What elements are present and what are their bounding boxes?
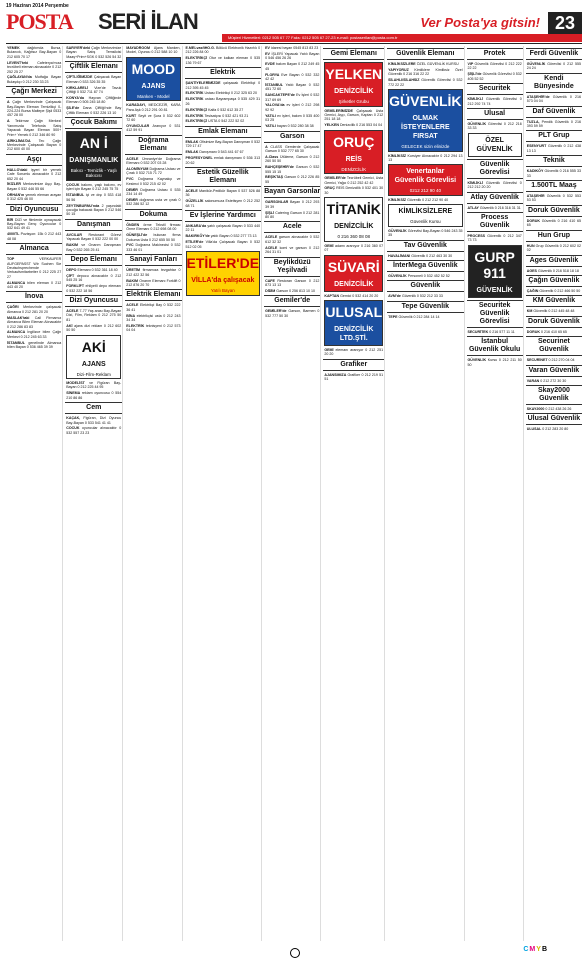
classified-ad: MODELİST ve Figüran Bay-Bayan 0 212 225 44 95	[66, 381, 122, 390]
classified-ad: BAKIRKÖY'de yatılı Bayan 0 532 277 73 13	[185, 234, 257, 239]
category-heading: Daf Güvenlik	[526, 106, 582, 118]
category-heading: 1.500TL Maaş	[526, 180, 582, 192]
classified-ad: KİMLİKLİ Güvenlik Görevlisi 0 212 212 20 20	[467, 180, 522, 190]
issue-date: 19 Haziran 2014 Perşembe	[6, 3, 69, 9]
classified-ad: ATAŞEHİR'de Güvenlik 0 216 573 04 04	[526, 94, 582, 104]
classified-ad: ACELE komi ve garson 0 212 264 31 01	[265, 245, 320, 255]
category-heading: İnova	[6, 291, 62, 303]
classified-ad: ÇOCUK bakımı, yaşlı bakımı, ev işleri için Bayan 0 212 245 75 75	[66, 182, 122, 192]
category-heading: Güvenlik Elemanı	[387, 48, 463, 60]
classified-ad: YELKEN Denizcilik 0 216 553 04 04	[324, 123, 383, 128]
classified-ad: BEŞİKTAŞ Garson 0 212 226 85 55	[265, 175, 320, 184]
display-ad-big: ORUÇ	[333, 133, 375, 150]
display-ad-sm: GELECEK sizin elinizde	[401, 144, 450, 150]
display-ad-sm: Güvenlik Kursu	[410, 219, 441, 225]
classified-ad: SİLAHLI/SİLAHSIZ Güvenlik Görevlisi 0 532 772 22 22	[388, 78, 463, 87]
classified-ad: MAYADROOM Ajans Manken, Model, Oyuncu 0 212 588 10 10	[126, 46, 181, 55]
classified-ad: DORUK 0 216 410 65 65	[526, 329, 567, 334]
category-heading: Gemiler'de	[264, 295, 320, 307]
posta-logo: POSTA	[6, 9, 73, 34]
category-heading: Tepe Güvenlik	[387, 301, 463, 313]
classified-ad: YATILI ev işleri, bakım 0 535 400 03 25	[265, 113, 320, 123]
display-ad	[388, 164, 462, 196]
classified-ad: ULUSAL 0 212 283 20 80	[526, 427, 569, 432]
display-ad	[66, 131, 121, 181]
classified-ad: CAFE Restoran Garson 0 212 873 13 13	[265, 278, 320, 287]
classified-ad: EV İŞLERİ Yapacak Yatılı Bayan 0 546 456 26 26	[265, 51, 320, 61]
classified-ad: EMLAK Ofisimize Bay-Bayan Danışman 0 532 729 17 47	[185, 139, 261, 149]
classified-ad: KADIKÖY Güvenlik 0 216 555 33 33	[526, 169, 582, 178]
display-ad	[186, 251, 261, 296]
classified-ad: ACELE Ümraniye'de Doğrama Elemanı 0 532 207 03 28	[126, 156, 181, 166]
classified-ad: GEMİLER'de Garson, Barmen 0 532 777 50 30	[265, 309, 320, 318]
classified-ad: FLORYA Eve Bayan 0 532 332 42 42	[265, 72, 320, 81]
category-heading: Bayan Garsonlar	[264, 186, 320, 198]
cmyk-y: Y	[536, 946, 541, 953]
display-ad-sm: Şirketler Grubu	[338, 99, 369, 104]
classified-ad: ACELE Manikür-Pedikür Bayan 0 537 526 88 36	[185, 188, 261, 198]
classified-ad: KİMLİKSİZ Güvenlik 0 212 212 90 40	[388, 197, 449, 202]
category-heading: Grafiker	[323, 359, 384, 371]
display-ad-mid: Venertanlar Güvenlik Görevlisi	[394, 168, 457, 185]
masthead	[6, 9, 582, 34]
classified-ad: SARIYER'deki Çağrı Merkezimize Bayan Satış Temsilcisi Maaş+Prim+SGK 0 532 526 54 32	[66, 46, 122, 59]
display-ad-mid: DENİZCİLİK	[334, 88, 374, 95]
classified-ad: ELEKTRİKÇİ Otur ve kalkan eleman 0 535 136 79 67	[185, 56, 261, 65]
header-rule	[6, 43, 582, 44]
display-ad	[324, 255, 383, 292]
category-heading: Securinet Güvenlik	[526, 336, 582, 356]
classified-ad: 4000TL Pozisyon: 15k 0 212 443 48 08	[7, 232, 62, 241]
display-ad-mid: DANIŞMANLIK	[69, 156, 119, 164]
display-ad	[324, 197, 383, 242]
category-heading: Ulusal Güvenlik	[526, 413, 582, 425]
classified-ad: TOP VERKAUFER AUFGEPASST Wir Suchen Sie Deutschsprechende Verkaufsmitarbeiter 0 212 225 27 27	[7, 257, 62, 279]
classified-ad: SKAY2000 0 212 438 26 26	[526, 406, 572, 411]
ad-column	[65, 46, 123, 941]
display-ad-big: TİTANİK	[326, 201, 381, 218]
category-heading: Ferdi Güvenlik	[526, 48, 582, 60]
display-ad-sm: Manken - Model	[137, 93, 170, 99]
classified-ad: ETİLER'de Villa'da Çalışacak Bayan 0 532 512 02 05	[185, 240, 261, 249]
category-heading: Tav Güvenlik	[387, 240, 463, 252]
classified-ad: ATAŞEHİR Güvenlik 0 532 553 53 53	[526, 194, 582, 203]
category-heading: Çağrı Merkezi	[6, 86, 62, 98]
classified-ad: A.Class Ütüleme, Garson 0 212 260 50 50	[265, 154, 320, 164]
classified-ad: DORUK Güvenlik 0 216 410 65 65	[526, 218, 582, 228]
category-heading: Doğrama Elemanı	[125, 135, 181, 155]
classified-ad: DEMİR Doğrama Ustası 0 535 234 14 49	[126, 187, 181, 197]
classified-ad: VIP Güvenlik Görevlisi 0 212 222 22 22	[467, 62, 522, 71]
category-heading: Process Güvenlik	[467, 212, 523, 232]
classified-ad: SİNEMA reklam oyuncusu 0 554 210 86 86	[66, 391, 122, 400]
category-heading: Danışman	[65, 219, 122, 231]
category-heading: Estetik Güzellik Elemanı	[185, 167, 262, 187]
classified-ad: SECURİTEK 0 216 577 11 11	[467, 329, 515, 334]
classified-ad: ŞİLE'de Dana Çiftliği'nde Bay Çiftlik Elemanı 0 532 226 13 10	[66, 106, 122, 115]
ad-column	[185, 46, 263, 941]
classified-ad: KİMLİKSİZ Kursiyer Alınacaktır 0 212 294 13 13	[388, 153, 463, 162]
display-ad-mid: REİS	[345, 155, 362, 163]
classified-ad: İSTANBUL genelinde Almanca bilen Bayan 0 536 465 39 39	[7, 340, 62, 350]
category-heading: Çağın Güvenlik	[526, 275, 582, 287]
display-ad	[468, 133, 522, 157]
classified-ad: BAKIM Onarım Elemanı Forklift 0 212 876 20 70	[126, 278, 181, 287]
classified-ad: BAKIM ve Onarım Danışmanı Bay 0 532 265 25 41	[66, 243, 122, 252]
classified-ad: KİMLİKSİZLERE ÖZEL GÜVENLİK KURSU	[388, 62, 459, 66]
classified-ad: LEVENT'teki Cafeterya'mıza tecrübeli eleman alınacaktır 0 212 252 25 27	[7, 60, 62, 74]
classified-ad: GEMİLER'de Tecrübeli Gemici, Usta Gemici, Yağcı 0 212 252 42 42	[324, 176, 384, 185]
page-number: 23	[548, 12, 582, 34]
category-heading: Kendi Bünyesinde	[526, 73, 582, 93]
category-heading: Securitek Güvenlik Görevlisi	[467, 300, 523, 328]
category-heading: Doruk Güvenlik	[526, 316, 582, 328]
cmyk-c: C	[523, 946, 529, 953]
classified-ad: PROCESS Güvenlik 0 212 347 73 73	[467, 233, 522, 243]
classified-ad: KİMLİKLİ Güvenlik Görevlisi 0 212 292 74 74	[467, 97, 522, 106]
classified-ad: ELEKTRİK Tesisatçısı 0 532 421 93 21	[185, 113, 249, 118]
classified-ad: VARAN 0 212 272 30 30	[526, 378, 567, 383]
classified-ad: ELEKTRİK Ustası Elektrikçi 0 212 325 63 20	[185, 91, 258, 96]
display-ad-mid: DENİZCİLİK	[334, 223, 374, 231]
category-heading: Dokuma	[125, 209, 181, 221]
classified-ad: HUN Grup Güvenlik 0 212 602 02 02	[526, 243, 582, 253]
classified-ad: ÇAĞRI Merkezinde çalışacak Almanca 0 212 281 20 20	[7, 305, 62, 314]
category-heading: Acele	[264, 221, 320, 233]
classified-ad: ŞİŞLİ'de Güvenlik Görevlisi 0 532 405 52 52	[467, 72, 522, 81]
category-heading: Ev İşlerine Yardımcı	[185, 210, 262, 222]
classified-ad: GÜNEŞLİ'de bulunan firma Dokuma Usta 0 212 655 50 50	[126, 233, 181, 242]
classified-ad: EVDE bakım Bayan 0 212 249 45 45	[265, 62, 320, 71]
category-heading: Çocuk Bakımı	[65, 117, 122, 129]
classified-ad: ATLAY Güvenlik 0 216 316 31 31	[467, 205, 521, 210]
display-ad-big: YELKEN	[325, 66, 383, 82]
category-heading: KM Güvenlik	[526, 295, 582, 307]
display-ad-big: GÜVENLİK	[389, 93, 462, 110]
classified-ad: ESENYURT Güvenlik 0 212 438 13 13	[526, 144, 582, 153]
classified-ad: GÜVENLİK Görevlisi Bay-Bayan 0 546 243 35 35	[388, 228, 463, 238]
classified-ad: ACELE garson alınacaktır 0 532 612 32 32	[265, 235, 320, 244]
category-heading: Beylikdüzü Yeşilvadi	[264, 257, 320, 277]
classified-ad: DİDİM Garson 0 256 813 10 10	[265, 288, 316, 293]
classified-ad: ANKARA'da yatılı çalışacak Bayan 0 533 440 22 11	[185, 224, 261, 233]
classified-ad: ÇAĞLAYAN'da Mutfağa Bayan Bulaşıkçı 0 212 230 33 23	[7, 75, 62, 84]
display-ad-mid: GÜVENLİK	[476, 286, 513, 294]
registration-mark-icon	[290, 948, 300, 958]
category-heading: Skay2000 Güvenlik	[526, 385, 582, 405]
display-ad	[388, 89, 462, 152]
display-ad-mid: AJANS	[141, 82, 166, 90]
category-heading: Elektrik Elemanı	[125, 289, 181, 301]
seri-ilan-title: SERİ İLAN	[98, 9, 198, 34]
display-ad	[126, 57, 180, 102]
classified-ad: KARADAYI, MEDCEZİR, KARA Para Aşk 0 212 291 00 81	[126, 103, 181, 112]
display-ad-big: SÜVARİ	[327, 258, 380, 275]
category-heading: Ulusal	[467, 108, 523, 120]
category-heading: İnterMega Güvenlik	[387, 260, 463, 272]
classified-ad: GÜVENLİK Personeli 0 532 452 52 52	[388, 273, 450, 278]
display-ad-sm: DENİZCİLİK	[341, 166, 367, 172]
classified-ad: SECURİNET 0 212 270 04 04	[526, 358, 575, 363]
classified-ad: YALOVA'da ev işleri 0 212 298 92 92	[265, 103, 320, 112]
display-ad	[324, 130, 383, 175]
display-ad	[66, 335, 121, 380]
category-heading: Varan Güvenlik	[526, 365, 582, 377]
category-heading: Sanayi Fanları	[125, 254, 181, 266]
classified-ad: AJANSIMIZA Grafiker 0 212 219 51 51	[324, 372, 384, 382]
display-ad-big: AN İ	[79, 134, 108, 151]
classified-ad: COCUK oyuncular alınacaktır 0 532 557 23 23	[66, 426, 122, 435]
display-ad-mid: KİMLİKSİZLERE	[398, 208, 453, 216]
classified-ad: E.MELvasfiHO.G. Bölücü Elektronik Hazırlık 0 212 226 84 00	[185, 46, 261, 55]
cmyk-marks	[523, 946, 548, 953]
classified-ad: GÜVENLİK Kursu 0 212 211 50 50	[467, 358, 522, 367]
classified-ad: OYUNCULAR Aranıyor 0 531 412 59 91	[126, 123, 181, 133]
classified-ad: ELEKTRİK teknisyeni 0 212 573 04 04	[126, 324, 181, 333]
classified-ad: ÇİFTLİĞİMİZDE Çalışacak Bayan Eleman 0 533 326 35 35	[66, 75, 122, 84]
classified-ad: ACELE 7-77 Yaş arası Bay-Bayan Dizi, Film, Reklam 0 212 275 50 81	[66, 308, 122, 322]
category-heading: Securitek	[467, 83, 523, 95]
classified-ad: ALOMİNYUM Doğrama Ustası ve Çırak 0 532 715 71 72	[126, 167, 181, 176]
classified-ad: ÖNDEN örme Tekstil firması Örme Elemanı 0 212 698 08 00	[126, 222, 181, 232]
classified-ad: ORHAN'ın yemek eleman arayan 0 312 425 46 00	[7, 192, 62, 202]
display-ad	[468, 245, 522, 298]
classified-ad: ŞANTİYELERİMİZDE çalışacak Elektrikçi 0 212 395 45 45	[185, 81, 261, 90]
classified-ad: İSTANBUL Yatılı Bayan 0 532 451 72 60	[265, 82, 320, 92]
classified-ad: ÜRETİM firmamıza tezgahtar 0 212 422 32 56	[126, 268, 181, 277]
display-ad-sm: 0212 212 90 40	[409, 188, 441, 194]
classified-ad: MASLAK'taki Call Firmamız Almanca Bilen Eleman Alınacaktır 0 212 286 83 83	[7, 315, 62, 329]
category-heading: Protek	[467, 48, 523, 60]
classified-ad: HAVALİMANI Güvenlik 0 212 463 30 30	[388, 253, 453, 258]
category-heading: Güvenlik	[387, 280, 463, 292]
page-footer	[0, 946, 588, 957]
display-ad-mid: DENİZCİLİK LTD.ŞTİ.	[334, 325, 374, 342]
classified-ad: TUZLA, Pendik Güvenlik 0 216 393 59 59	[526, 119, 582, 129]
display-ad-sm: 0 216 360 08 08	[337, 234, 371, 240]
display-ad-big: ULUSAL	[325, 303, 383, 320]
classified-ad: AKİ ajans dizi reklam 0 212 602 50 50	[66, 323, 122, 333]
classified-ad: HALLO'daki işyeri bir yemek Cafe Sorumlu alınacaktır 0 212 652 20 44	[7, 167, 62, 181]
ad-column	[264, 46, 321, 941]
classified-ad: GÜVENLİK Görevlisi 0 212 555 24 24	[526, 62, 582, 71]
classified-ad: ALMANCA bilen eleman 0 212 443 40 20	[7, 280, 62, 290]
classified-ad: PROFESYONEL emlak danışmanı 0 536 313 20 62	[185, 156, 261, 165]
classified-ad: GEMİ elemanı aranıyor 0 212 251 20 20	[324, 347, 384, 357]
classified-ad: A Tekirmar Çağrı Merkezi Yanımızda Telefonla Satış Yapacak Bayan Eleman 500+ Prim+ Yemek 0 212 346 80 90	[7, 119, 62, 137]
display-ad-big: GURP 911	[474, 248, 515, 281]
category-heading: Dizi Oyuncusu	[6, 204, 62, 216]
display-ad-sm: Bakıcı - Temizlik - Yaşlı Bakıcısı	[70, 167, 117, 179]
classified-ad: DEPO Elemanı 0 532 361 18 40	[66, 267, 118, 272]
classified-ad: KAÇAK, Figüran, Dizi Oyuncu Bay-Bayan 0 533 541 41 41	[66, 416, 122, 425]
contact-bar: Müşteri Hizmetleri: 0212 505 67 77 Faks: 0212 505 67 27-23 e-mail: postaserilan@posta.com.tr	[222, 34, 582, 42]
classified-ad: BİNA elektrikçisi usta 0 212 243 34 34	[126, 313, 181, 323]
classified-ad: İKİZLER Merkezimize Aşçı Bay-Bayan 0 532 446 55 66	[7, 182, 62, 191]
display-ad	[324, 300, 383, 346]
display-ad	[388, 204, 462, 227]
classified-ad: ZEYTİNBURNU'nda 2 yaşındaki çocuğa bakacak Bayan 0 212 546 50 15	[66, 203, 122, 217]
display-ad-big: ETİLER'DE	[186, 255, 260, 272]
category-heading: Elektrik	[185, 67, 262, 79]
classified-ad: A CLASS Gemlerde Çalışacak Garson 0 532 777 65 30	[265, 144, 320, 153]
ad-column	[323, 46, 385, 941]
category-heading: Doruk Güvenlik	[526, 205, 582, 217]
category-heading: Cem	[65, 402, 122, 414]
classified-ad: ACELE Elektrikçi Bay 0 532 222 36 41	[126, 303, 181, 312]
classified-ad: FORKLİFT ehliyetli depo elemanı 0 532 222 18 56	[66, 284, 122, 293]
ad-column	[526, 46, 582, 941]
classified-ad: A Çağrı Merkezinde Çalışacak Bay-Bayan Eleman Temizlikçi 0-224-224 Bursa Maltepe Şişli 0533 457 28 00	[7, 100, 62, 118]
classified-ad: PVC Doğrama Makinecisi 0 532 333 46 01	[126, 243, 181, 252]
category-heading: Depo Elemanı	[65, 254, 122, 266]
category-heading: PLT Grup	[526, 130, 582, 142]
classified-ad: KURT Seyit ve Şura 0 532 602 72 60	[126, 113, 181, 123]
ad-column	[125, 46, 182, 941]
display-ad-mid: DENİZCİLİK	[334, 280, 374, 288]
classified-ad: YATILI bayan 0 532 280 38 38	[265, 124, 314, 129]
classified-ad: AGES Güvenlik 0 216 518 18 18	[526, 268, 579, 273]
display-ad-big: MOOD	[131, 60, 176, 77]
classified-ad: GÜZELLİK salonumuza Estetisyen 0 212 252 68 71	[185, 199, 261, 208]
classified-ad: ÇİFT depocu alınacaktır 0 212 545 25 16	[66, 273, 122, 283]
classified-ad: BAHÇEŞEHİR'de Garson 0 532 555 15 15	[265, 165, 320, 174]
ad-column	[467, 46, 524, 941]
classified-ad: YAPIYORUZ Kimliklere Kimliksiz Özel Güvenlik 0 216 316 22 22	[388, 67, 463, 77]
display-ad-mid: VİLLA'da çalışacak	[191, 277, 255, 285]
classified-ad: GEMİLERİMİZDE Çalışacak Usta Gemici, Aşçı, Garson, Kaptan 0 212 251 18 18	[324, 108, 384, 122]
classified-ad: GÜVENLİK Görevlisi 0 212 216 33 33	[467, 121, 522, 131]
classified-ad: AVCILAR Restorant Görevi Yapacak Bayan 0 532 222 00 00	[66, 232, 122, 242]
classified-ad: TEPE Güvenlik 0 212 284 14 14	[388, 314, 440, 319]
classified-ad: EMLAK Danışmanı 0 543 441 67 67	[185, 150, 244, 155]
classified-ad: AİRKLİMA'DA Tec Çağrı Merkezinde Çalışacak Bayan 0 212 600 40 00	[7, 138, 62, 152]
classified-ad: İSTANBUL içi ve dışı 0 533 418 56 56	[66, 193, 122, 202]
category-heading: Çiftlik Elemanı	[65, 61, 122, 73]
display-ad	[324, 62, 383, 107]
category-heading: Dizi Oyuncusu	[65, 295, 122, 307]
ad-column	[6, 46, 63, 941]
display-ad-sm: Yatılı Bayan	[210, 288, 235, 294]
category-heading: Emlak Elemanı	[185, 126, 262, 138]
classified-ad: YEMEK dağıtımda Bursa, Bulancık, Kağıtsız Bay-Bayan 0 212 605 70 17	[7, 46, 62, 59]
classified-ad: DEMİR doğrama usta ve çırak 0 532 286 52 12	[126, 198, 181, 207]
display-ad-mid: ÖZEL GÜVENLİK	[476, 136, 513, 153]
display-ad-mid: OLMAK İSTEYENLERE FIRSAT	[401, 115, 450, 141]
classified-ad: ELEKTRİKÇİ Kalfa 0 532 612 35 27	[185, 107, 244, 112]
category-heading: Almanca	[6, 243, 62, 255]
classified-ad: ORUÇ REİS Denizcilik 0 532 401 30 30	[324, 186, 384, 195]
classified-ad: GEMİ adamı aranıyor 0 216 360 07 07	[324, 243, 384, 253]
classified-ad: SANCAKTEPE'de Ev İşleri 0 532 317 69 69	[265, 93, 320, 102]
slogan: Ver Posta'ya gitsin!	[420, 15, 540, 30]
category-heading: Hun Grup	[526, 230, 582, 242]
cmyk-m: M	[529, 946, 536, 953]
category-heading: Atlay Güvenlik	[467, 192, 523, 204]
category-heading: Garson	[264, 131, 320, 143]
cmyk-k: B	[541, 946, 547, 953]
category-heading: Güvenlik Görevlisi	[467, 159, 523, 179]
display-ad-sm: Dizi-Film-Reklam	[76, 371, 111, 377]
classified-ad: ELEKTRİKÇİ USTA 0 542 222 52 02	[185, 119, 245, 124]
classified-ad: EV idaresi bayan 0545 813 83 23	[265, 46, 319, 50]
classified-ad: KONYA'da Hayvan Çiftliğinde Eleman 0 505 245 18 80	[66, 95, 122, 105]
category-heading: Teknik	[526, 155, 582, 167]
classified-ad: PVC Doğrama Kaynakçı ve Kesimci 0 532 215 42 02	[126, 177, 181, 186]
classified-columns	[6, 46, 582, 941]
classified-ad: ŞİŞLİ Catering Garson 0 212 281 80 80	[265, 210, 320, 219]
classified-ad: BİR DİZİ ve filmlerde oynayacak Bay-Bayan Genç Oyuncular 0 532 641 49 41	[7, 217, 62, 231]
category-heading: İstanbul Güvenlik Okulu	[467, 336, 523, 356]
classified-ad: ALMANCA İngilizce bilen Çağrı Merkezi 0 212 245 63 33	[7, 330, 62, 339]
classified-ad: GARSONLAR Bayan 0 212 293 39 39	[265, 200, 320, 209]
classified-ad: KAPTAN Gemici 0 532 414 20 20	[324, 293, 379, 298]
ad-column	[387, 46, 464, 941]
category-heading: Aşçı	[6, 154, 62, 166]
category-heading: Gemi Elemanı	[323, 48, 384, 60]
classified-ad: ÇAĞIN Güvenlik 0 212 466 50 50	[526, 288, 581, 293]
display-ad-big: AKİ	[81, 338, 106, 355]
category-heading: Ages Güvenlik	[526, 255, 582, 267]
display-ad-mid: AJANS	[81, 360, 106, 368]
classified-ad: AVM'de Güvenlik 0 532 212 33 33	[388, 294, 443, 299]
classified-ad: KM Güvenlik 0 212 445 48 48	[526, 309, 575, 314]
classified-ad: KIRKLARELİ Vize'de Tavuk Çiftliği 0 532 711 87 74	[66, 85, 122, 94]
classified-ad: ELEKTRİK ustası Bayrampaşa 0 535 429 31 26	[185, 97, 261, 106]
